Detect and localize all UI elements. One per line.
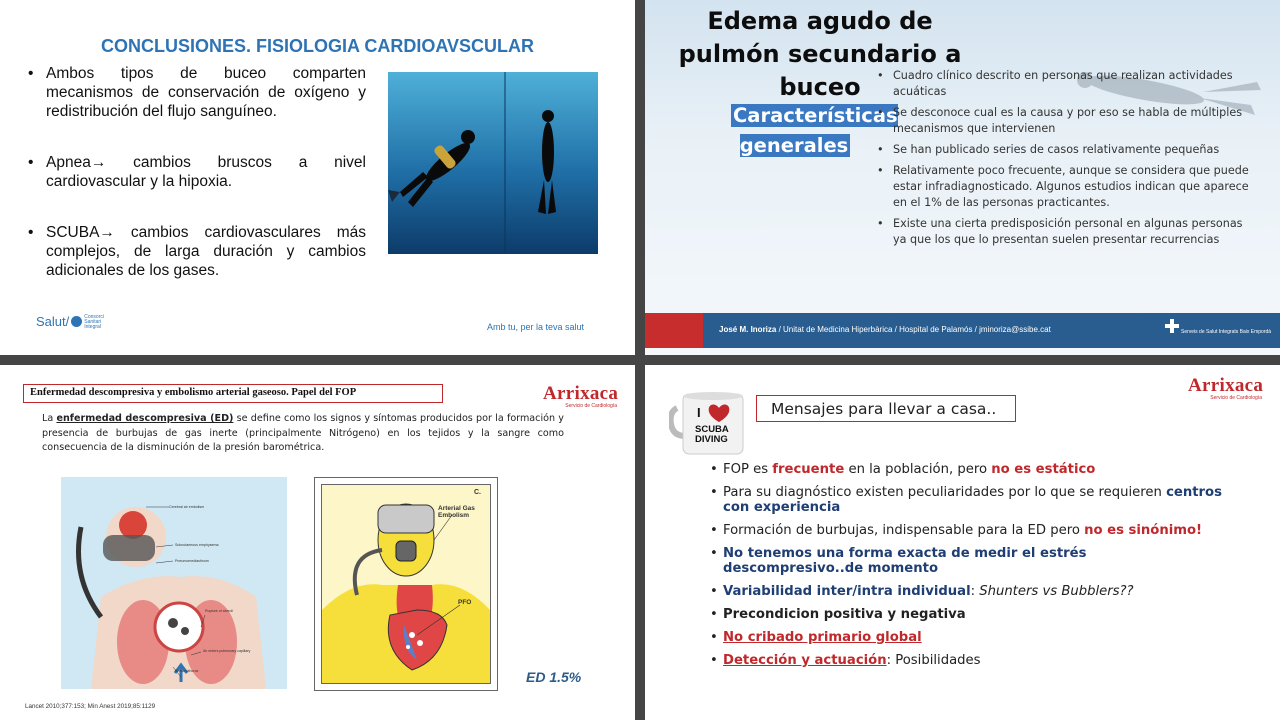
logo-subtext: Servicio de Cardiología	[1210, 395, 1262, 401]
logo-dot-icon	[71, 316, 82, 327]
figure-label: Cerebral air embolism	[169, 505, 205, 509]
arrixaca-logo	[1188, 377, 1268, 401]
text-run: Para su diagnóstico existen peculiaridades por lo que se requieren	[723, 484, 1167, 500]
bullet-item	[710, 630, 1230, 646]
slide-footer	[645, 313, 1280, 348]
slide-title: Edema agudo de pulmón secundario a buceo	[678, 7, 962, 101]
title-box	[23, 384, 443, 403]
figure-label: PFO	[458, 599, 472, 606]
bullet-list	[710, 462, 1230, 675]
para-rest: se define como los signos y síntomas producidos por la formación y presencia de burbujas de gas inerte (principalmente Nitrógeno) en los tejidos y la sangre como consecuencia de la disminución de la presión barométrica.	[42, 413, 564, 453]
bullet-item: • Se han publicado series de casos relativamente pequeñas	[877, 142, 1251, 158]
bullet-list	[28, 64, 366, 312]
logo-subtext: Servicio de Cardiología	[565, 403, 617, 409]
slide-enfermedad-descompresiva[interactable]	[0, 365, 635, 720]
figure-label: Rupture of alveoli	[205, 609, 233, 613]
bullet-item: • Se desconoce cual es la causa y por eso se habla de múltiples mecanismos que intervienen	[877, 105, 1251, 137]
logo-small-text: Consorci Sanitari Integral	[84, 314, 104, 331]
bullet-item: • Apnea→ cambios bruscos a nivel cardiovascular y la hipoxia.	[28, 153, 366, 191]
figure-panel	[321, 484, 491, 684]
text-run: Variabilidad inter/intra individual	[723, 584, 971, 600]
text-run: No tenemos una forma exacta de medir el estrés descompresivo..de momento	[723, 545, 1087, 577]
section-label-text: Características generales	[733, 104, 898, 157]
bullet-item	[710, 523, 1230, 539]
stat-text: ED 1.5%	[526, 669, 582, 685]
bullet-item: • Relativamente poco frecuente, aunque se considera que puede estar infradiagnosticado. Algunos estudios indican que aparece en el 1% de las personas practicantes.	[877, 163, 1251, 211]
text-run: Precondicion positiva y negativa	[723, 606, 966, 622]
definition-paragraph	[42, 412, 564, 456]
figure-label: Air enters pulmonary capillary	[203, 649, 251, 653]
salut-logo	[36, 314, 110, 330]
text-run: : Posibilidades	[886, 652, 981, 668]
text-run: Detección y actuación	[723, 652, 887, 668]
bullet-item: • SCUBA→ cambios cardiovasculares más complejos, de larga duración y cambios adicionales de los gases.	[28, 223, 366, 280]
slide-title: CONCLUSIONES. FISIOLOGIA CARDIOAVSCULAR	[100, 36, 534, 56]
para-prefix: La	[42, 413, 57, 424]
bullet-item	[710, 546, 1230, 577]
brand-text: Serveis de Salut Integrats Baix Empordà	[1181, 329, 1272, 335]
arterial-gas-embolism-figure	[314, 477, 498, 691]
reference-text: Lancet 2010;377:153; Min Anest 2019;85:1129	[25, 703, 156, 710]
slide-conclusiones[interactable]	[0, 0, 635, 355]
figure-label: Pneumothorax	[175, 669, 199, 673]
bullet-item	[710, 607, 1230, 623]
bullet-item	[710, 462, 1230, 478]
slide-mensajes[interactable]	[645, 365, 1280, 720]
text-run: centros con experiencia	[723, 484, 1222, 516]
text-run: Formación de burbujas, indispensable para la ED pero	[723, 523, 1085, 539]
section-label	[731, 101, 898, 161]
slide-title: Mensajes para llevar a casa..	[771, 400, 997, 418]
slide-edema[interactable]	[645, 0, 1280, 355]
logo-text: Arrixaca	[543, 383, 619, 404]
logo-text: Arrixaca	[1188, 375, 1264, 396]
footer-text	[719, 325, 1051, 334]
figure-label: Subcutaneous emphysema	[175, 543, 219, 547]
author-affiliation: / Unitat de Medicina Hiperbàrica / Hospital de Palamós / jminoriza@ssibe.cat	[776, 325, 1051, 334]
bullet-list	[877, 68, 1251, 253]
text-run: en la población, pero	[844, 462, 992, 477]
footer-accent	[645, 313, 703, 348]
title-box	[756, 395, 1016, 422]
para-term: enfermedad descompresiva (ED)	[56, 413, 234, 424]
figure-letter: C.	[474, 489, 481, 496]
logo-text: Salut/	[36, 314, 70, 329]
bullet-item: • Cuadro clínico descrito en personas que realizan actividades acuáticas	[877, 68, 1251, 100]
text-run: no es sinónimo!	[1084, 523, 1203, 539]
figure-label: Pneumomediastinum	[175, 559, 209, 563]
text-run: frecuente	[772, 462, 845, 477]
text-run: No cribado primario global	[723, 629, 922, 645]
slide-title: Enfermedad descompresiva y embolismo arterial gaseoso. Papel del FOP	[30, 387, 357, 398]
figure-label: Arterial Gas Embolism	[438, 505, 475, 519]
bullet-item: • Existe una cierta predisposición personal en algunas personas ya que los que lo presentan suelen presentar recurrencias	[877, 216, 1251, 248]
mug-text: SCUBA	[695, 424, 729, 435]
text-run: Shunters vs Bubblers??	[979, 584, 1134, 600]
mug-text: I	[697, 405, 701, 420]
text-run: no es estático	[991, 462, 1096, 477]
diver-photo	[388, 72, 598, 254]
tagline: Amb tu, per la teva salut	[487, 322, 585, 332]
arrixaca-logo	[543, 385, 623, 409]
author-name: José M. Inoriza	[719, 325, 777, 334]
bullet-item	[710, 485, 1230, 516]
bullet-item	[710, 653, 1230, 669]
photo-divider	[504, 72, 506, 254]
bullet-item	[710, 584, 1230, 600]
scuba-mug-image	[669, 390, 755, 456]
diver-anatomy-figure	[61, 477, 287, 689]
text-run: FOP es	[723, 462, 773, 477]
text-run: :	[970, 584, 980, 600]
bullet-item: • Ambos tipos de buceo comparten mecanismos de conservación de oxígeno y redistribución del flujo sanguíneo.	[28, 64, 366, 121]
mug-text: DIVING	[695, 434, 728, 445]
cross-logo-icon	[1165, 319, 1179, 333]
